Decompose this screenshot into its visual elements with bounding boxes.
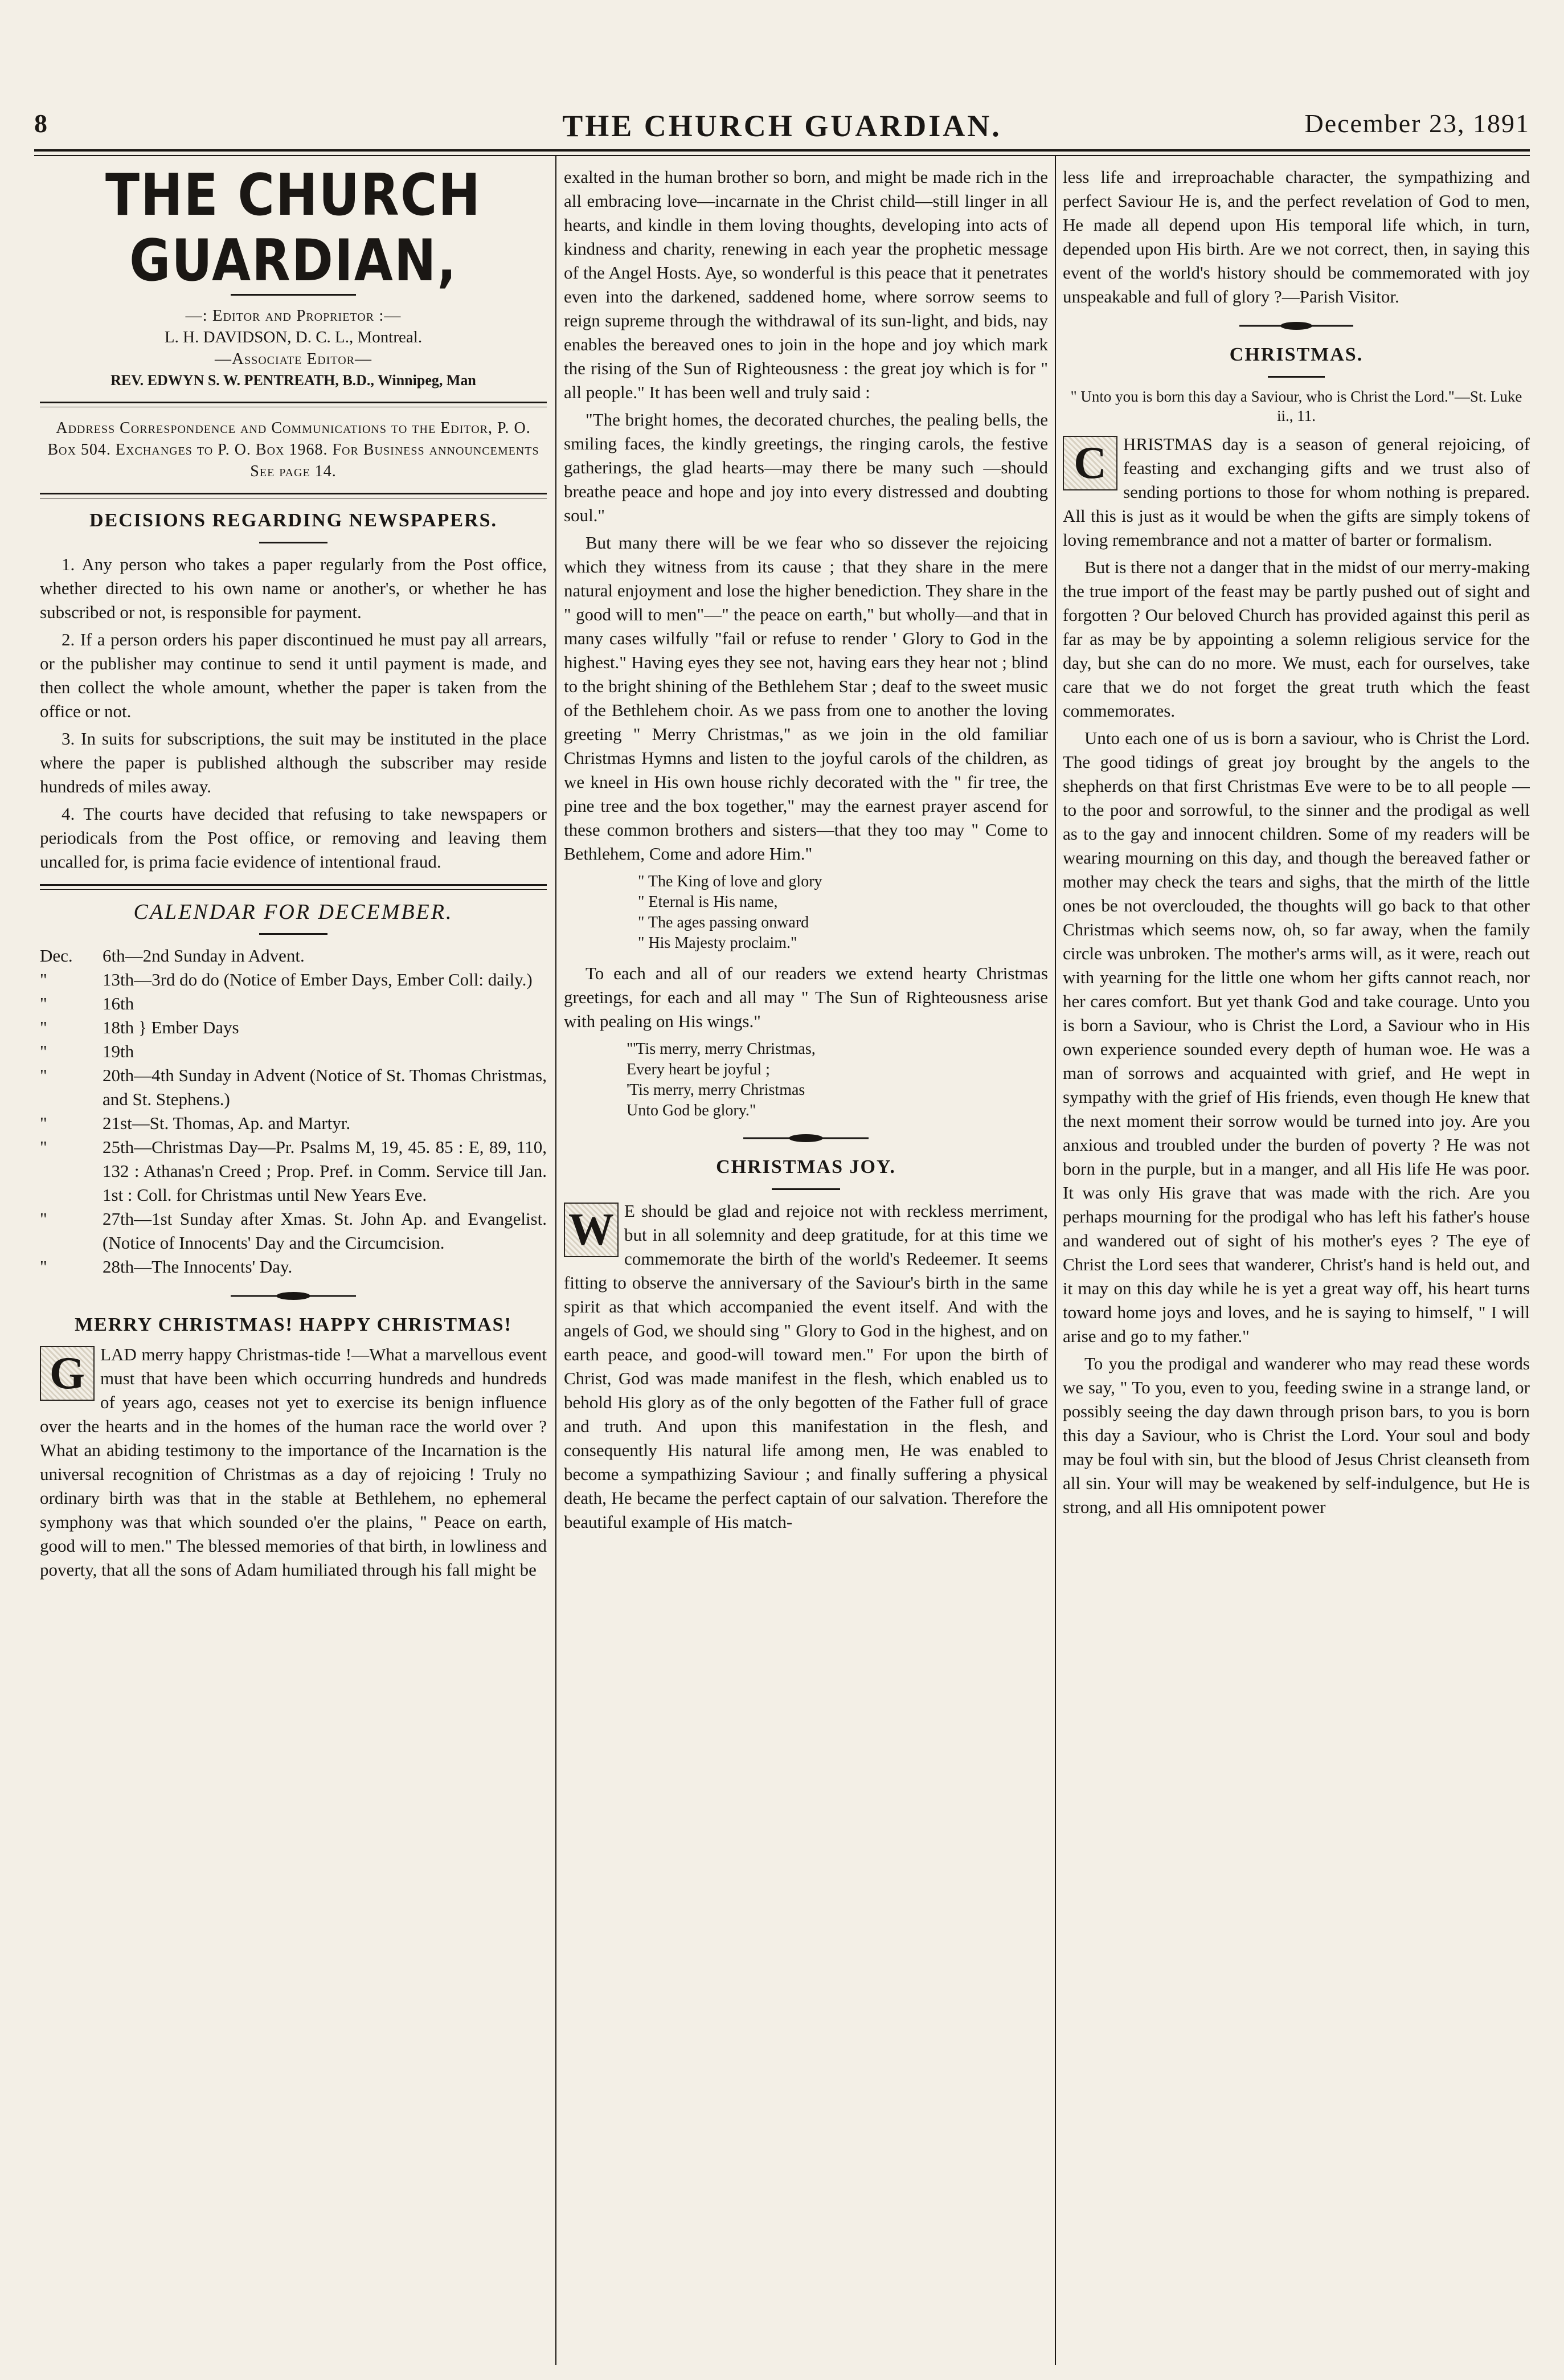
christmas-paragraph: To you the prodigal and wanderer who may read these words we say, " To you, even to you, feeding swine in a strange land, or possibly seeing the day dawn through prison bars, to you is born this day a Saviour, who is Christ the Lord. Your soul and body may be foul with sin, but the blood of Jesus Christ cleanseth from all sin. Your will may be weakened by self-indulgence, but He is strong, and all His omnipotent power [1063, 1353, 1530, 1517]
divider [259, 542, 327, 543]
masthead-title: THE CHURCH GUARDIAN, [105, 165, 482, 295]
double-rule [40, 402, 547, 407]
merry-heading: MERRY CHRISTMAS! HAPPY CHRISTMAS! [75, 1314, 512, 1335]
column-divider [555, 155, 556, 2365]
associate-name: REV. EDWYN S. W. PENTREATH, B.D., Winnipeg, Man [110, 372, 476, 389]
calendar-row: " 18th } Ember Days [40, 1017, 239, 1037]
joy-paragraph: less life and irreproachable character, the sympathizing and perfect Saviour He is, and the perfect revelation of God to men, He made all depend upon His temporal life which, in turn, depended upon His birth. Are we not correct, then, in saying this event of the world's history should be commemorated with joy unspeakable and full of glory ?—Parish Visitor. [1063, 167, 1530, 306]
double-rule [40, 493, 547, 498]
merry-paragraph: G LAD merry happy Christmas-tide !—What a marvellous event must that have been which occurring hundreds and hundreds of years ago, ceases not yet to exercise its benign influence over the hearts and in the homes of the human race the world over ? What an abiding testimony to the importance of the Incarnation is the universal recognition of Christmas as a day of rejoicing ! Truly no ordinary birth was that in the stable at Bethlehem, no ephemeral symphony was that which sounded o'er the plains, " Peace on earth, good will to men." The blessed memories of that birth, in lowliness and poverty, that all the sons of Adam humiliated through his fall might be [40, 1344, 547, 1580]
address-notice: Address Correspondence and Communications to the Editor, P. O. Box 504. Exchanges to P. O. Box 1968. For Business announcements See page 14. [47, 419, 539, 480]
dropcap: C [1063, 436, 1117, 490]
dropcap: G [40, 1346, 95, 1401]
header-rule [34, 149, 1530, 152]
christmas-paragraph: C HRISTMAS day is a season of general rejoicing, of feasting and exchanging gifts and we trust also of sending portions to those for whom nothing is prepared. All this is just as it would be when the gifts are simply tokens of loving remembrance and not a matter of barter or formalism. [1063, 434, 1530, 550]
page-number: 8 [34, 109, 47, 138]
divider [772, 1188, 840, 1190]
decision-item: 1. Any person who takes a paper regularly from the Post office, whether directed to his own name or another's, or whether he has subscribed or not, is responsible for payment. [40, 554, 547, 622]
poem: " The King of love and glory " Eternal is His name, " The ages passing onward " His Majesty proclaim." [638, 873, 822, 952]
merry-paragraph: But many there will be we fear who so dissever the rejoicing which they witness from its cause ; that they share in the mere natural enjoyment and lose the higher benediction. They share in the " good will to men"—" the peace on earth," but wholly—and that in many cases wilfully "fail or refuse to render ' Glory to God in the highest." Having eyes they see not, having ears they hear not ; blind to the bright shining of the Bethlehem Star ; deaf to the sweet music of the Bethlehem choir. As we pass from one to another the loving greeting " Merry Christmas," as we join in the old familiar Christmas Hymns and listen to the joyful carols of the children, as we kneel in His own house richly decorated with the " fir tree, the pine tree and the box together," may the earnest prayer ascend for these common brothers and sisters—that they too may " Come to Bethlehem, Come and adore Him." [564, 533, 1048, 864]
calendar-row: Dec. 6th—2nd Sunday in Advent. [40, 946, 305, 966]
ornament-icon [231, 1291, 356, 1301]
column-3 [1063, 165, 1530, 2353]
calendar-row: " 20th—4th Sunday in Advent (Notice of St. Thomas Christmas, and St. Stephens.) [40, 1065, 547, 1109]
joy-heading: CHRISTMAS JOY. [716, 1156, 896, 1177]
divider [1268, 376, 1325, 378]
calendar-row: " 19th [40, 1041, 134, 1061]
calendar-list [40, 944, 547, 1279]
editor-name: L. H. DAVIDSON, D. C. L., Montreal. [164, 328, 423, 346]
calendar-row: " 28th—The Innocents' Day. [40, 1257, 293, 1277]
epigraph: " Unto you is born this day a Saviour, who is Christ the Lord."—St. Luke ii., 11. [1070, 388, 1522, 424]
calendar-heading: CALENDAR FOR DECEMBER. [133, 900, 453, 924]
decision-item: 2. If a person orders his paper discontinued he must pay all arrears, or the publisher may continue to send it until payment is made, and then collect the whole amount, whether the paper is taken from the office or not. [40, 629, 547, 721]
christmas-paragraph: Unto each one of us is born a saviour, who is Christ the Lord. The good tidings of great joy brought by the angels to the shepherds on that first Christmas Eve were to be to all people —to the poor and sorrowful, to the sinner and the prodigal as well as to the gay and innocent children. Some of my readers will be wearing mourning on this day, and though the bereaved father or mother may check the tears and sighs, that the mirth of the little ones be not overclouded, the thoughts will go back to that other Christmas which seems now, oh, so far away, when the family circle was unbroken. The mother's arms will, as it were, reach out with yearning for the little one whom her gifts cannot reach, nor her cares comfort. But yet thank God and take courage. Unto you is born a Saviour, who is Christ the Lord, a Saviour who in His own experience sounded every depth of human woe. He was a man of sorrows and acquainted with grief, and He wept in sympathy with the grief of His friends, even though He knew that the next moment their sorrow would be turned into joy. Are you anxious and troubled under the burden of poverty ? He was not born in the purple, but in a manger, and all His life He was poor. It was only His grave that was made with the rich. Are you perhaps mourning for the prodigal who has left his father's house and wandered out of sight of his mother's eyes ? The eye of Christ the Lord sees that wanderer, Christ's hand is held out, and it may on this day while he is yet a great way off, his heart turns toward home joys and loves, and he is saying to himself, " I will arise and go to my father." [1063, 728, 1530, 1346]
double-rule [40, 884, 547, 890]
decisions-heading: DECISIONS REGARDING NEWSPAPERS. [89, 510, 497, 531]
issue-date: December 23, 1891 [1304, 109, 1530, 138]
calendar-row: " 13th—3rd do do (Notice of Ember Days, Ember Coll: daily.) [40, 970, 533, 989]
verse: "'Tis merry, merry Christmas, Every heart be joyful ; 'Tis merry, merry Christmas Unto God be glory." [627, 1040, 816, 1119]
page-header [34, 108, 1530, 142]
merry-paragraph: "The bright homes, the decorated churches, the pealing bells, the smiling faces, the kindly greetings, the ringing carols, the festive gatherings, the glad hearts—may there be many such —should breathe peace and hope and joy into every distressed and doubting soul." [564, 410, 1048, 525]
christmas-paragraph: But is there not a danger that in the midst of our merry-making the true import of the feast may be partly pushed out of sight and forgotten ? Our beloved Church has provided against this peril as far as may be by appointing a solemn religious service for the day, but she can do no more. We must, each for ourselves, take care that we do not forget the great truth which the feast commemorates. [1063, 557, 1530, 721]
column-divider [1055, 155, 1056, 2365]
dropcap: W [564, 1203, 619, 1257]
ornament-icon [743, 1134, 869, 1143]
ornament-divider [40, 1290, 547, 1302]
decision-item: 3. In suits for subscriptions, the suit may be instituted in the place where the paper is published although the subscriber may reside hundreds of miles away. [40, 729, 547, 796]
ornament-divider [564, 1132, 1048, 1144]
ornament-divider [1063, 320, 1530, 332]
merry-paragraph: exalted in the human brother so born, and might be made rich in the all embracing love—incarnate in the Christ child—still linger in all hearts, and kindle in them loving thoughts, developing into acts of kindness and charity, renewing in each year the prophetic message of the Angel Hosts. Aye, so wonderful is this peace that it penetrates even into the darkened, saddened home, where sorrow seems to reign supreme through the withdrawal of its sun-light, and bids, nay enables the bereaved ones to join in the hope and joy which mark the rising of the Sun of Righteousness : the great joy which is for " all people." It has been well and truly said : [564, 167, 1048, 402]
divider [259, 933, 327, 935]
joy-paragraph: W E should be glad and rejoice not with reckless merriment, but in all solemnity and deep gratitude, for at this time we commemorate the birth of the world's Redeemer. It seems fitting to observe the anniversary of the Saviour's birth in the same spirit as that which accompanied the event itself. And with the angels of God, we should sing " Glory to God in the highest, and on earth peace, and good-will toward men." For upon the birth of Christ, God was made manifest in the flesh, which enabled us to behold His glory as of the only begotten of the Father full of grace and truth. And upon this manifestation in the flesh, and consequently His natural life among men, He was enabled to become a sympathizing Saviour ; and finally suffering a physical death, He became the perfect captain of our salvation. Therefore the beautiful example of His match- [564, 1201, 1048, 1532]
column-2 [564, 165, 1048, 2353]
calendar-row: " 16th [40, 993, 134, 1013]
header-rule-thin [34, 155, 1530, 156]
merry-paragraph: To each and all of our readers we extend hearty Christmas greetings, for each and all may " The Sun of Righteousness arise with pealing on His wings." [564, 963, 1048, 1031]
calendar-row: " 21st—St. Thomas, Ap. and Martyr. [40, 1113, 351, 1133]
divider [231, 294, 356, 296]
decision-item: 4. The courts have decided that refusing to take newspapers or periodicals from the Post office, or removing and leaving them uncalled for, is prima facie evidence of intentional fraud. [40, 804, 547, 872]
calendar-row: " 27th—1st Sunday after Xmas. St. John Ap. and Evangelist. (Notice of Innocents' Day and the Circumcision. [40, 1209, 547, 1253]
editor-label: —: Editor and Proprietor :— [185, 306, 402, 325]
associate-label: —Associate Editor— [215, 350, 372, 368]
christmas-heading: CHRISTMAS. [1229, 344, 1364, 365]
calendar-row: " 25th—Christmas Day—Pr. Psalms M, 19, 45. 85 : E, 89, 110, 132 : Athanas'n Creed ; Prop. Pref. in Comm. Service till Jan. 1st : Coll. for Christmas until New Years Eve. [40, 1137, 547, 1205]
ornament-icon [1239, 321, 1353, 330]
column-1 [40, 165, 547, 2353]
running-title: THE CHURCH GUARDIAN. [562, 109, 1002, 143]
